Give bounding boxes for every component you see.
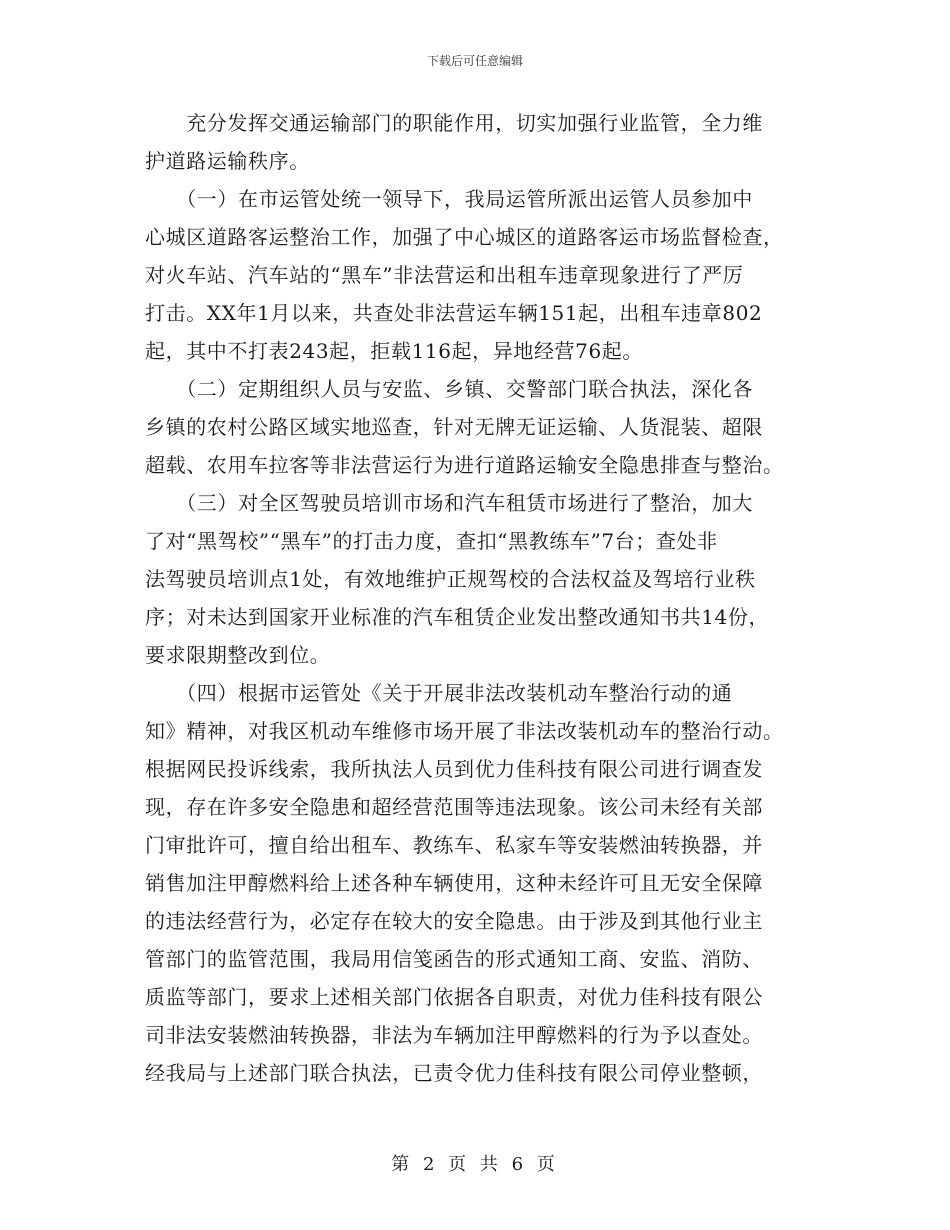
text-line: 销售加注甲醇燃料给上述各种车辆使用，这种未经许可且无安全保障 <box>145 871 763 895</box>
page-footer: 第 2 页 共 6 页 <box>391 1154 559 1175</box>
text-line: （一）在市运管处统一领导下，我局运管所派出运管人员参加中 <box>145 187 753 211</box>
text-line: 经我局与上述部门联合执法，已责令优力佳科技有限公司停业整顿， <box>145 1061 763 1085</box>
document-body <box>145 104 805 1092</box>
text-line: 了对“黑驾校”“黑车”的打击力度，查扣“黑教练车”7台；查处非 <box>145 529 718 553</box>
text-line: 对火车站、汽车站的“黑车”非法营运和出租车违章现象进行了严厉 <box>145 263 744 287</box>
text-line: 护道路运输秩序。 <box>145 149 310 173</box>
text-line: 法驾驶员培训点1处，有效地维护正规驾校的合法权益及驾培行业秩 <box>145 567 756 591</box>
text-line: （二）定期组织人员与安监、乡镇、交警部门联合执法，深化各 <box>145 377 753 401</box>
text-line: 要求限期整改到位。 <box>145 643 331 667</box>
text-line: 现，存在许多安全隐患和超经营范围等违法现象。该公司未经有关部 <box>145 795 763 819</box>
text-line: 质监等部门，要求上述相关部门依据各自职责，对优力佳科技有限公 <box>145 985 763 1009</box>
page-header: 下载后可任意编辑 <box>426 54 523 68</box>
text-line: 起，其中不打表243起，拒载116起，异地经营76起。 <box>145 339 643 363</box>
text-line: 乡镇的农村公路区域实地巡查，针对无牌无证运输、人货混装、超限 <box>145 415 763 439</box>
text-line: 超载、农用车拉客等非法营运行为进行道路运输安全隐患排查与整治。 <box>145 453 784 477</box>
text-line: 根据网民投诉线索，我所执法人员到优力佳科技有限公司进行调查发 <box>145 757 763 781</box>
text-line: 序；对未达到国家开业标准的汽车租赁企业发出整改通知书共14份， <box>145 605 770 629</box>
text-line: 门审批许可，擅自给出租车、教练车、私家车等安装燃油转换器，并 <box>145 833 763 857</box>
text-line: 司非法安装燃油转换器，非法为车辆加注甲醇燃料的行为予以查处。 <box>145 1023 763 1047</box>
text-line: （四）根据市运管处《关于开展非法改装机动车整治行动的通 <box>145 681 733 705</box>
text-line: 知》精神，对我区机动车维修市场开展了非法改装机动车的整治行动。 <box>145 719 784 743</box>
text-line: 打击。XX年1月以来，共查处非法营运车辆151起，出租车违章802 <box>145 301 763 325</box>
text-line: 管部门的监管范围，我局用信笺函告的形式通知工商、安监、消防、 <box>145 947 763 971</box>
text-line: （三）对全区驾驶员培训市场和汽车租赁市场进行了整治，加大 <box>145 491 753 515</box>
text-line: 的违法经营行为，必定存在较大的安全隐患。由于涉及到其他行业主 <box>145 909 763 933</box>
text-line: 充分发挥交通运输部门的职能作用，切实加强行业监管，全力维 <box>145 111 763 135</box>
text-line: 心城区道路客运整治工作，加强了中心城区的道路客运市场监督检查， <box>145 225 784 249</box>
